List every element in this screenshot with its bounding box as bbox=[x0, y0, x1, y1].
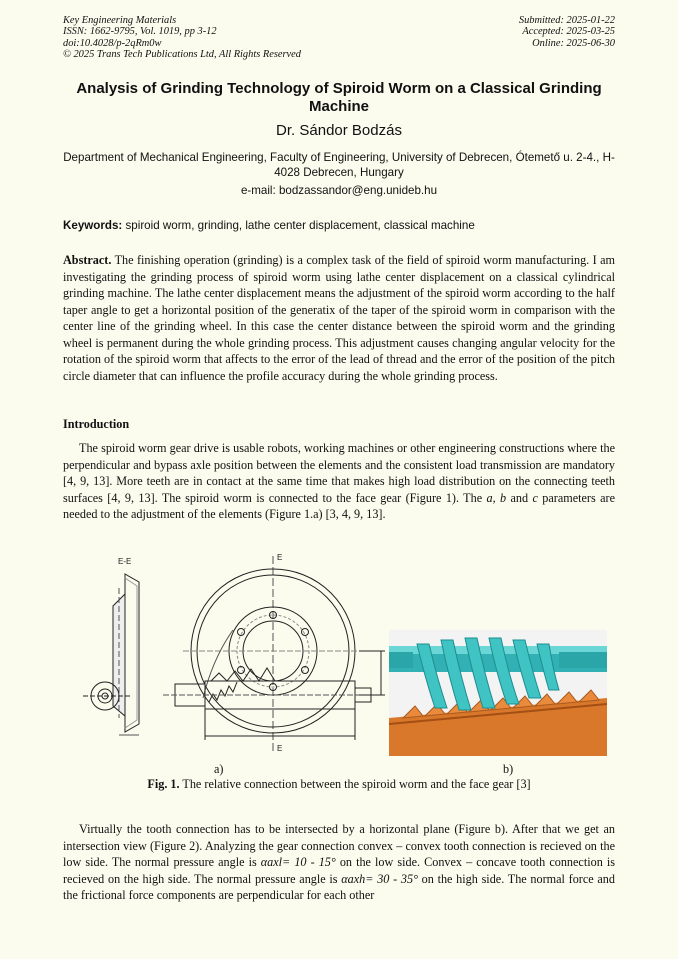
section-view bbox=[83, 557, 139, 735]
doi-line: doi:10.4028/p-2qRm0w bbox=[63, 37, 162, 49]
caption-text: The relative connection between the spiroid worm and the face gear [3] bbox=[179, 777, 531, 791]
keywords bbox=[63, 219, 615, 232]
copyright-line: © 2025 Trans Tech Publications Ltd, All Rights Reserved bbox=[63, 49, 301, 61]
submitted-date: Submitted: 2025-01-22 bbox=[518, 15, 615, 26]
affiliation: Department of Mechanical Engineering, Faculty of Engineering, University of Debrecen, Ótemető u. 2-4., H-4028 Debrecen, Hungary bbox=[63, 151, 615, 179]
body-paragraph-2: Virtually the tooth connection has to be intersected by a horizontal plane (Figure b). After that we get an intersection view (Figure 2). Analyzing the gear connection convex – convex tooth connection is recieved on the low side. The normal pressure angle is αaxl= 10 - 15° on the low side. Convex – concave tooth connection is recieved on the high side. The normal pressure angle is αaxh= 30 - 35° on the high side. The normal force and the frictional force components are perpendicular for each other bbox=[63, 822, 615, 902]
figure-1 bbox=[63, 548, 615, 780]
param-c: c bbox=[532, 490, 538, 505]
dates-info bbox=[519, 15, 615, 49]
introduction-paragraph: The spiroid worm gear drive is usable robots, working machines or other engineering constructions where the perpendicular and bypass axle position between the elements and the consistent load transmission are mandatory [4, 9, 13]. More teeth are in contact at the same time that makes high load distribution on the connecting teeth surfaces [4, 9, 13]. The spiroid worm is connected to the face gear (Figure 1). The a, b and c parameters are needed to the adjustment of the elements (Figure 1.a) [3, 4, 9, 13]. bbox=[63, 441, 615, 521]
param-ab: a, b bbox=[486, 490, 507, 505]
front-view bbox=[163, 553, 385, 753]
figure-label-b: b) bbox=[503, 762, 514, 776]
abstract bbox=[63, 252, 615, 384]
figure-caption bbox=[63, 777, 615, 792]
figure-1-drawing bbox=[63, 548, 615, 780]
journal-name: Key Engineering Materials bbox=[63, 15, 177, 26]
paper-title: Analysis of Grinding Technology of Spiroid Worm on a Classical Grinding Machine bbox=[76, 80, 602, 115]
figure-label-a: a) bbox=[214, 762, 224, 776]
keywords-text: spiroid worm, grinding, lathe center displacement, classical machine bbox=[122, 219, 475, 232]
keywords-label: Keywords: bbox=[63, 219, 123, 232]
author-email[interactable]: e-mail: bodzassandor@eng.unideb.hu bbox=[240, 184, 438, 197]
issn-line: ISSN: 1662-9795, Vol. 1019, pp 3-12 bbox=[63, 26, 217, 38]
section-heading-introduction: Introduction bbox=[63, 417, 130, 431]
author-name: Dr. Sándor Bodzás bbox=[276, 122, 402, 139]
rendered-gears-image bbox=[389, 630, 607, 756]
accepted-date: Accepted: 2025-03-25 bbox=[522, 26, 615, 38]
cut-label-bottom: E bbox=[277, 744, 283, 753]
caption-label: Fig. 1. bbox=[147, 777, 180, 791]
online-date: Online: 2025-06-30 bbox=[532, 37, 615, 49]
cut-label-top: E bbox=[277, 553, 283, 562]
pressure-angle-low: αaxl= 10 - 15° bbox=[260, 855, 336, 869]
journal-info bbox=[63, 15, 301, 61]
pressure-angle-high: αaxh= 30 - 35° bbox=[341, 871, 418, 886]
section-label: E-E bbox=[118, 557, 132, 566]
abstract-label: Abstract. bbox=[63, 253, 112, 267]
abstract-text: The finishing operation (grinding) is a complex task of the field of spiroid worm manufacturing. I am investigating the grinding process of spiroid worm using lathe center displacement on a classical cylindrical grinding machine. The lathe center displacement means the adjustment of the spiroid worm according to the half taper angle to get a horizontal position of the generatix of the taper of the spiroid worm in comparison with the center line of the grinding wheel. In this case the center distance between the spiroid worm and the grinding wheel is permanent during the whole grinding process. This adjustment causes changing angular velocity for the rotation of the spiroid worm that affects to the error of the lead of thread and the error of the position of the pitch circle diameter that can influence the profile accuracy during the whole grinding process. bbox=[63, 253, 615, 383]
